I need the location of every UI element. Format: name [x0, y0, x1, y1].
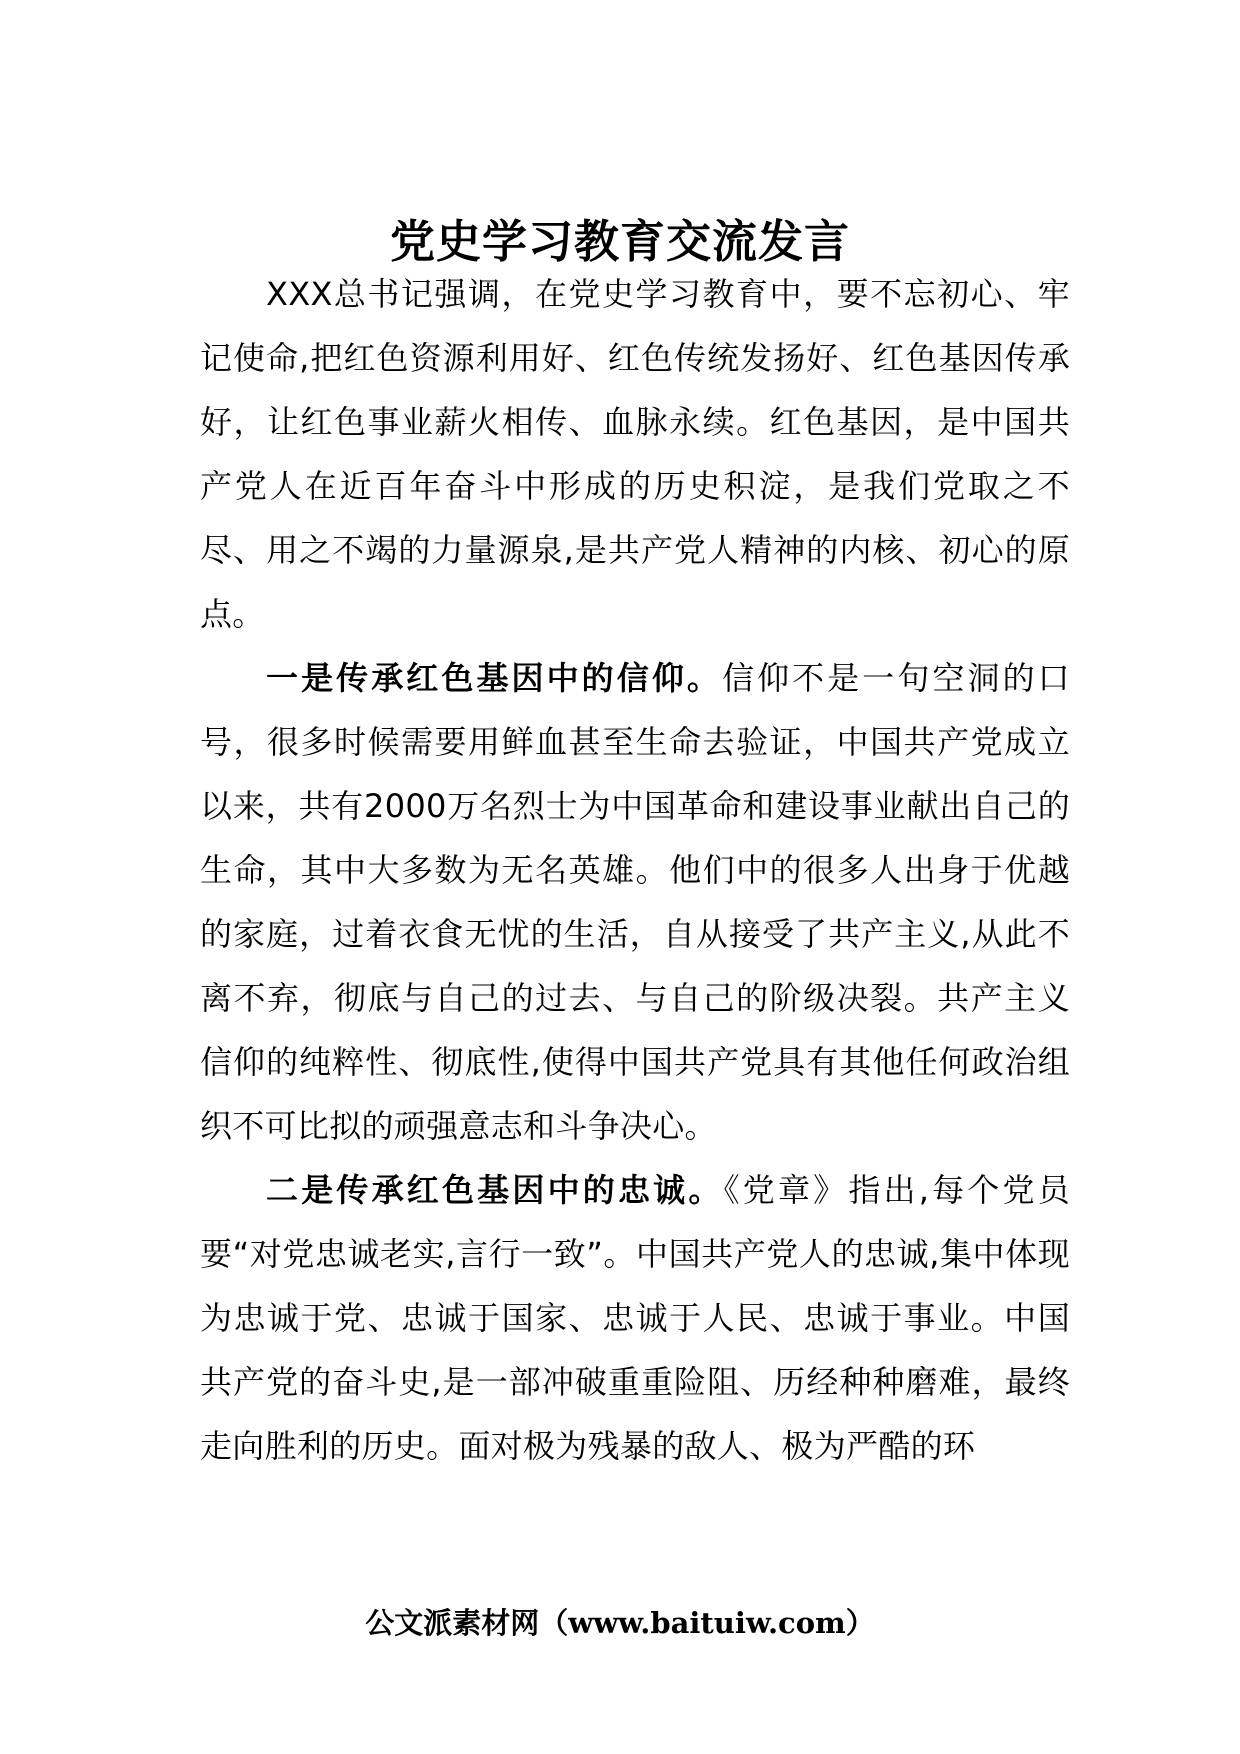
paragraph-text: XXX总书记强调，在党史学习教育中，要不忘初心、牢记使命,把红色资源利用好、红色传统发扬好、红色基因传承好，让红色事业薪火相传、血脉永续。红色基因，是中国共产党人在近百年奋斗中形成的历史积淀，是我们党取之不尽、用之不竭的力量源泉,是共产党人精神的内核、初心的原点。: [200, 275, 1070, 633]
paragraph-intro: [200, 262, 1070, 646]
paragraph-lead: 一是传承红色基因中的信仰。: [266, 659, 722, 697]
paragraph-text: 《党章》指出,每个党员要“对党忠诚老实,言行一致”。中国共产党人的忠诚,集中体现为忠诚于党、忠诚于国家、忠诚于人民、忠诚于事业。中国共产党的奋斗史,是一部冲破重重险阻、历经种种磨难，最终走向胜利的历史。面对极为残暴的敌人、极为严酷的环: [200, 1171, 1070, 1465]
paragraph-loyalty: [200, 1158, 1070, 1478]
paragraph-text: 信仰不是一句空洞的口号，很多时候需要用鲜血甚至生命去验证，中国共产党成立以来，共有2000万名烈士为中国革命和建设事业献出自己的生命，其中大多数为无名英雄。他们中的很多人出身于优越的家庭，过着衣食无忧的生活，自从接受了共产主义,从此不离不弃，彻底与自己的过去、与自己的阶级决裂。共产主义信仰的纯粹性、彻底性,使得中国共产党具有其他任何政治组织不可比拟的顽强意志和斗争决心。: [200, 659, 1070, 1145]
paragraph-faith: [200, 646, 1070, 1158]
document-body: [200, 262, 1070, 1478]
paragraph-lead: 二是传承红色基因中的忠诚。: [266, 1171, 724, 1209]
document-title: 党史学习教育交流发言: [389, 215, 850, 268]
page-footer: 公文派素材网（www.baituiw.com）: [365, 1606, 875, 1640]
